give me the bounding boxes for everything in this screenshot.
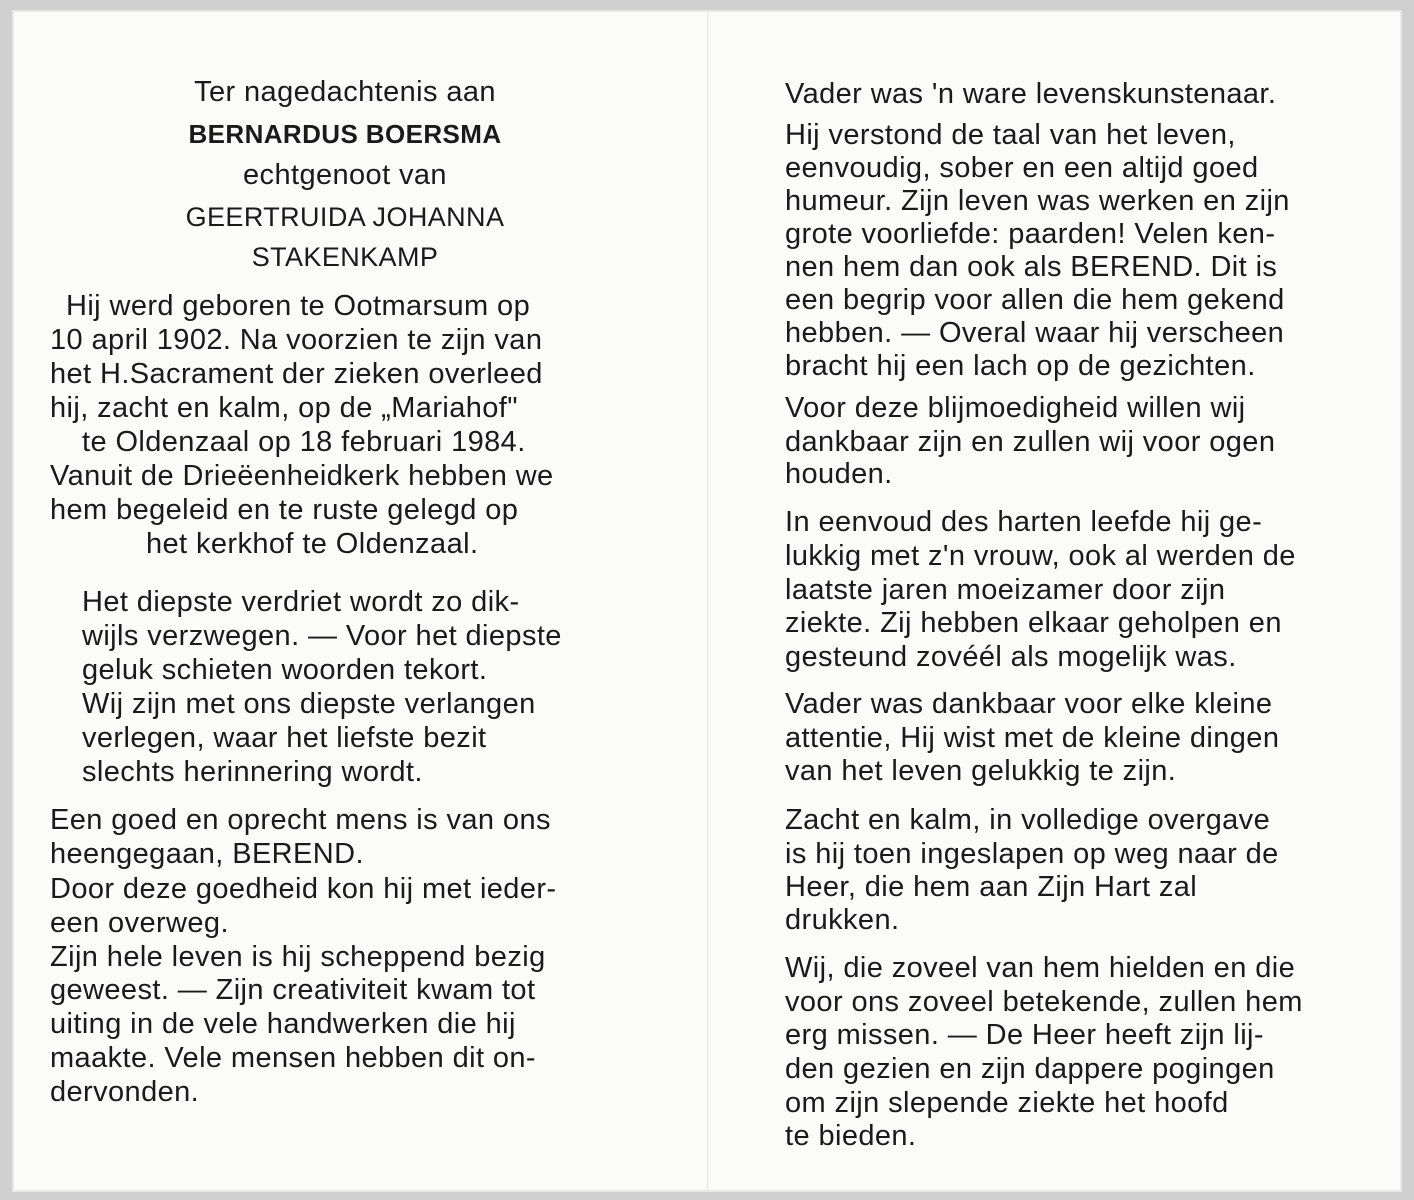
heading-spouse-intro: echtgenoot van — [243, 159, 447, 191]
text-line: 10 april 1902. Na voorzien te zijn van — [50, 324, 543, 356]
text-line: maakte. Vele mensen hebben dit on- — [50, 1042, 536, 1074]
text-line: ziekte. Zij hebben elkaar geholpen en — [785, 607, 1282, 639]
heading-intro: Ter nagedachtenis aan — [194, 76, 496, 108]
text-line: Zacht en kalm, in volledige overgave — [785, 804, 1271, 836]
text-line: is hij toen ingeslapen op weg naar de — [785, 838, 1279, 870]
deceased-name: BERNARDUS BOERSMA — [188, 119, 502, 149]
text-line: geweest. — Zijn creativiteit kwam tot — [50, 974, 536, 1006]
text-line: Voor deze blijmoedigheid willen wij — [785, 392, 1246, 424]
text-line: drukken. — [785, 904, 900, 936]
text-line: Heer, die hem aan Zijn Hart zal — [785, 871, 1198, 903]
text-line: hij, zacht en kalm, op de „Mariahof" — [50, 392, 518, 424]
text-line: Vader was 'n ware levenskunstenaar. — [785, 78, 1277, 110]
text-line: het kerkhof te Oldenzaal. — [146, 528, 479, 560]
text-line: dervonden. — [50, 1076, 200, 1108]
text-line: van het leven gelukkig te zijn. — [785, 755, 1177, 787]
text-line: humeur. Zijn leven was werken en zijn — [785, 185, 1290, 217]
text-line: nen hem dan ook als BEREND. Dit is — [785, 251, 1278, 283]
text-line: Wij zijn met ons diepste verlangen — [82, 688, 536, 720]
text-line: Hij verstond de taal van het leven, — [785, 119, 1236, 151]
text-line: Een goed en oprecht mens is van ons — [50, 804, 551, 836]
text-line: Vanuit de Drieëenheidkerk hebben we — [50, 460, 554, 492]
text-line: heengegaan, BEREND. — [50, 838, 364, 870]
spouse-name-line1: GEERTRUIDA JOHANNA — [185, 202, 505, 232]
text-line: Wij, die zoveel van hem hielden en die — [785, 952, 1296, 984]
text-line: houden. — [785, 458, 893, 490]
text-line: den gezien en zijn dappere pogingen — [785, 1053, 1275, 1085]
text-line: hebben. — Overal waar hij verscheen — [785, 317, 1285, 349]
text-line: eenvoudig, sober en een altijd goed — [785, 152, 1259, 184]
text-line: erg missen. — De Heer heeft zijn lij- — [785, 1019, 1264, 1051]
text-line: Hij werd geboren te Ootmarsum op — [66, 290, 531, 322]
text-line: uiting in de vele handwerken die hij — [50, 1008, 516, 1040]
text-line: dankbaar zijn en zullen wij voor ogen — [785, 426, 1276, 458]
text-line: Vader was dankbaar voor elke kleine — [785, 688, 1273, 720]
text-line: geluk schieten woorden tekort. — [82, 654, 488, 686]
text-line: om zijn slepende ziekte het hoofd — [785, 1087, 1229, 1119]
text-line: gesteund zovéél als mogelijk was. — [785, 641, 1237, 673]
text-line: bracht hij een lach op de gezichten. — [785, 350, 1256, 382]
text-line: Het diepste verdriet wordt zo dik- — [82, 586, 520, 618]
text-line: attentie, Hij wist met de kleine dingen — [785, 722, 1280, 754]
text-line: te bieden. — [785, 1120, 917, 1152]
text-line: grote voorliefde: paarden! Velen ken- — [785, 218, 1276, 250]
text-line: het H.Sacrament der zieken overleed — [50, 358, 543, 390]
text-line: Door deze goedheid kon hij met ieder- — [50, 873, 557, 905]
text-line: te Oldenzaal op 18 februari 1984. — [82, 426, 526, 458]
text-line: Zijn hele leven is hij scheppend bezig — [50, 941, 546, 973]
text-line: slechts herinnering wordt. — [82, 756, 423, 788]
text-line: lukkig met z'n vrouw, ook al werden de — [785, 540, 1296, 572]
text-line: voor ons zoveel betekende, zullen hem — [785, 986, 1303, 1018]
text-line: een begrip voor allen die hem gekend — [785, 284, 1285, 316]
text-line: hem begeleid en te ruste gelegd op — [50, 494, 519, 526]
text-line: een overweg. — [50, 907, 229, 939]
text-line: verlegen, waar het liefste bezit — [82, 722, 487, 754]
text-line: wijls verzwegen. — Voor het diepste — [82, 620, 562, 652]
text-line: laatste jaren moeizamer door zijn — [785, 574, 1226, 606]
text-line: In eenvoud des harten leefde hij ge- — [785, 506, 1263, 538]
spouse-name-line2: STAKENKAMP — [251, 242, 439, 272]
